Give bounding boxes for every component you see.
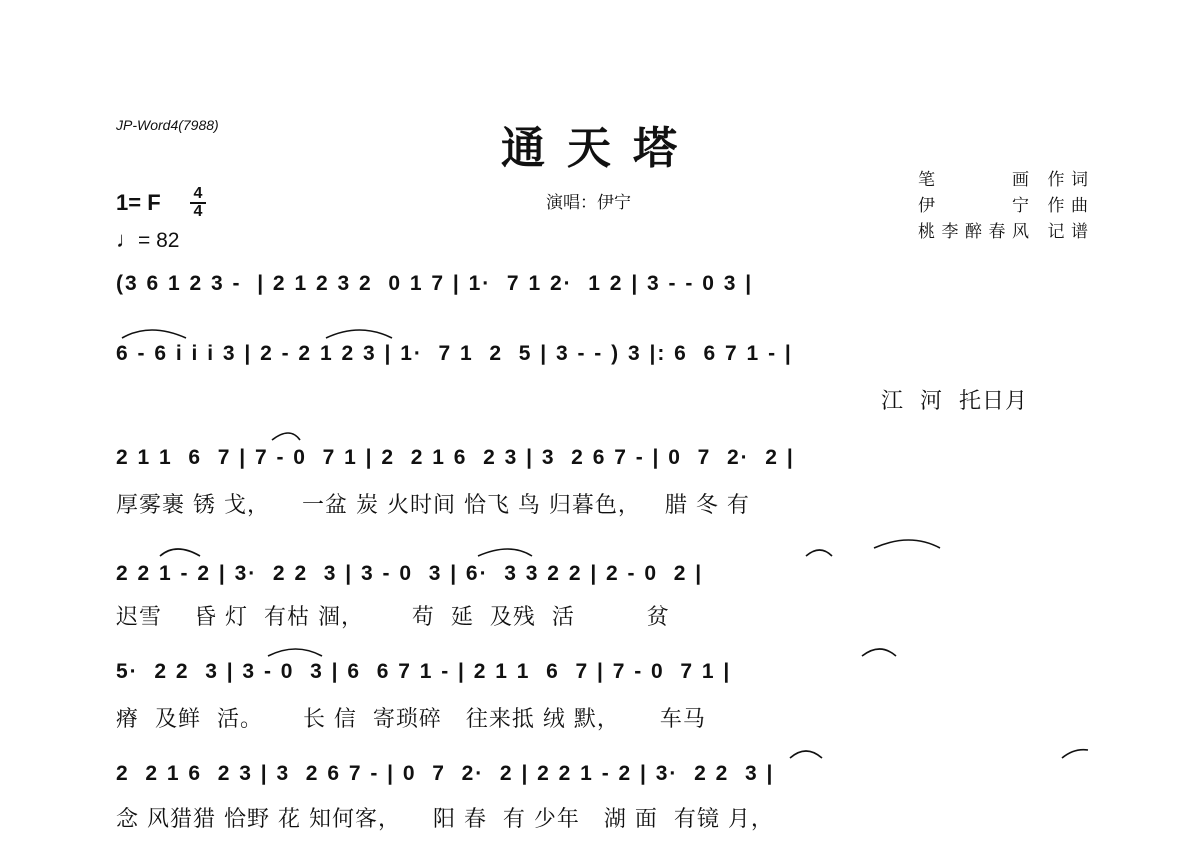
slur-mark: [268, 649, 322, 656]
singer-credit: 演唱：伊宁: [546, 193, 631, 213]
time-signature-bottom: 4: [193, 203, 203, 220]
slur-mark: [874, 540, 940, 548]
slur-mark: [806, 550, 832, 556]
score-row-4-music: 2 2 1 - 2 | 3· 2 2 3 | 3 - 0 3 | 6· 3 3 2 2 | 2 - 0 2 |: [116, 562, 704, 585]
tempo-value: = 82: [138, 229, 180, 252]
composer-credit: 伊 宁 作曲: [918, 196, 1088, 216]
transcriber-credit: 桃李醉春风 记谱: [918, 222, 1088, 242]
score-row-3-music: 2 1 1 6 7 | 7 - 0 7 1 | 2 2 1 6 2 3 | 3 2 6 7 - | 0 7 2· 2 |: [116, 446, 795, 469]
score-row-6-lyrics: 念 风猎猎 恰野 花 知何客， 阳 春 有 少年 湖 面 有镜 月，: [116, 807, 774, 832]
score-row-2-music: 6 - 6 i i i 3 | 2 - 2 1 2 3 | 1· 7 1 2 5 | 3 - - ) 3 |: 6 6 7 1 - |: [116, 342, 793, 365]
slur-mark: [326, 330, 392, 338]
slur-mark: [272, 433, 300, 440]
slur-mark: [478, 549, 532, 556]
lyricist-credit: 笔 画 作词: [918, 170, 1088, 190]
score-row-5-music: 5· 2 2 3 | 3 - 0 3 | 6 6 7 1 - | 2 1 1 6 7 | 7 - 0 7 1 |: [116, 660, 732, 683]
score-row-5-lyrics: 瘠 及鲜 活。 长 信 寄琐碎 往来抵 绒 默， 车马: [116, 707, 706, 732]
time-signature-top: 4: [193, 185, 203, 202]
slur-mark: [862, 649, 896, 656]
quarter-note-icon: ♩: [116, 227, 138, 252]
score-row-6-music: 2 2 1 6 2 3 | 3 2 6 7 - | 0 7 2· 2 | 2 2 1 - 2 | 3· 2 2 3 |: [116, 762, 775, 785]
page-title: 通天塔: [501, 123, 699, 174]
source-label: JP-Word4(7988): [116, 117, 219, 133]
key-signature: 1= F: [116, 190, 161, 215]
slur-mark: [122, 330, 186, 338]
score-row-2-lyrics: 江 河 托日月: [881, 389, 1028, 414]
score-row-1-music: (3 6 1 2 3 - | 2 1 2 3 2 0 1 7 | 1· 7 1 2· 1 2 | 3 - - 0 3 |: [116, 272, 754, 295]
score-row-4-lyrics: 迟雪 昏 灯 有枯 涸， 苟 延 及残 活 贫: [116, 605, 670, 630]
slur-mark: [160, 549, 200, 556]
slur-mark: [1062, 750, 1088, 758]
score-row-3-lyrics: 厚雾裹 锈 戈， 一盆 炭 火时间 恰飞 鸟 归暮色， 腊 冬 有: [116, 493, 750, 518]
slur-mark: [790, 751, 822, 758]
